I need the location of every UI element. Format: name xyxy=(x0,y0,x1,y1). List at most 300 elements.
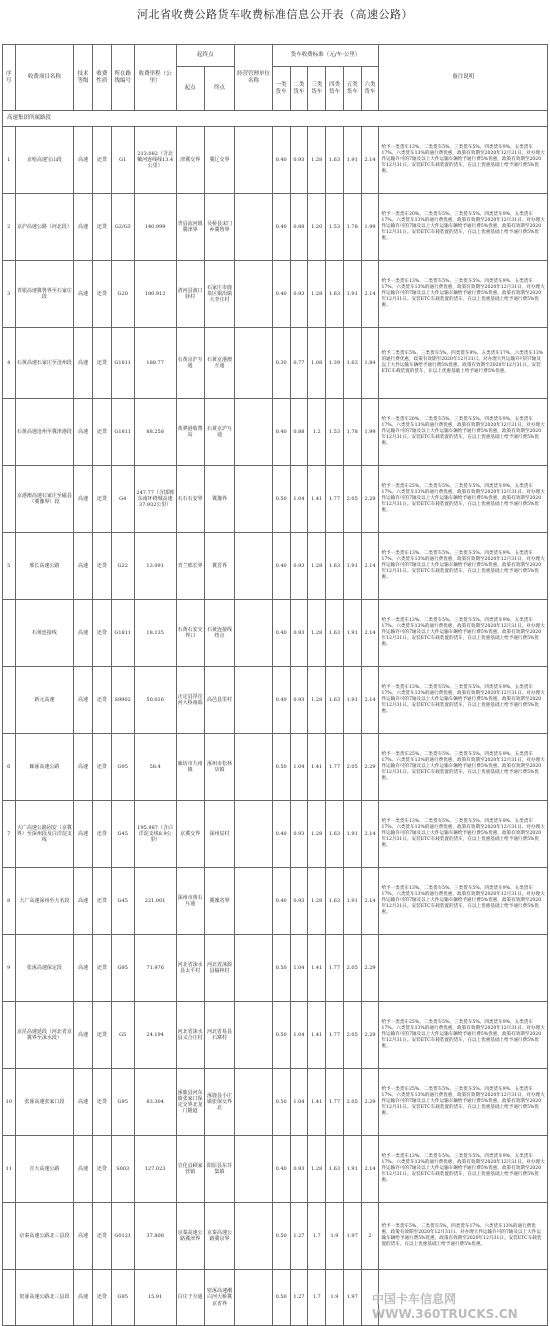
cell-c5: 1.91 xyxy=(343,1136,361,1203)
cell-end: 涿州市松林店镇 xyxy=(204,734,234,801)
cell-start: 涿鹿县河东镇张家口保定交界北龙门隧道 xyxy=(176,1069,204,1136)
cell-c4: 1.77 xyxy=(326,734,344,801)
cell-note: 给予一类货车13%、二类货车5%、三类货车5%、四类货车9%、五类货车17%、六类货车13%的通行费优惠，政策有效期至2020年12月31日。对办理大件运输许可的7轴及以上大件运输车辆给予通行费5%优惠，政策有效期至2020年12月31日。安装ETC车载装置的货车，在以上优惠基础上给予通行费5%优惠。 xyxy=(379,868,548,935)
cell-seq: 3 xyxy=(3,261,16,328)
cell-start: 宣化县顾家营镇 xyxy=(176,1136,204,1203)
table-row xyxy=(3,261,548,328)
cell-note: 给予一类货车13%、二类货车5%、三类货车5%、四类货车9%、五类货车17%、六类货车13%的通行费优惠，政策有效期至2020年12月31日。对办理大件运输许可的7轴及以上大件运输车辆给予通行费5%优惠，政策有效期至2020年12月31日。安装ETC车载装置的货车，在以上优惠基础上给予通行费5%优惠。 xyxy=(379,261,548,328)
cell-c6: 2.29 xyxy=(361,466,379,533)
cell-code: G1811 xyxy=(111,399,134,466)
header-class-4: 四类货车 xyxy=(326,67,344,111)
cell-code: G1811 xyxy=(111,600,134,667)
cell-nature: 还贷 xyxy=(92,127,111,194)
table-row xyxy=(3,399,548,466)
table-row xyxy=(3,1136,548,1203)
cell-c1: 0.40 xyxy=(272,533,290,600)
cell-code: G95 xyxy=(111,1270,134,1326)
section-label: 高速集团所属路段 xyxy=(3,111,548,127)
cell-note: 给予一类货车13%、二类货车5%、三类货车5%、四类货车9%、五类货车17%、六类货车13%的通行费优惠，政策有效期至2020年12月31日。对办理大件运输许可的7轴及以上大件运输车辆给予通行费5%优惠，政策有效期至2020年12月31日。安装ETC车载装置的货车，在以上优惠基础上给予通行费5%优惠。 xyxy=(379,600,548,667)
cell-c6: 2.14 xyxy=(361,127,379,194)
cell-c3: 1.28 xyxy=(308,127,326,194)
cell-nature: 还贷 xyxy=(92,1203,111,1270)
cell-grade: 高速 xyxy=(74,127,93,194)
cell-c1: 0.50 xyxy=(272,466,290,533)
cell-end: 冀辽交界 xyxy=(204,127,234,194)
cell-unit xyxy=(235,261,273,328)
cell-start: 津冀交界 xyxy=(176,127,204,194)
header-class-5: 五类货车 xyxy=(343,67,361,111)
cell-grade: 高速 xyxy=(74,1069,93,1136)
cell-name: 张涿高速张家口段 xyxy=(15,1069,74,1136)
table-row xyxy=(3,734,548,801)
header-name: 收费项目名称 xyxy=(15,45,74,111)
table-row xyxy=(3,194,548,261)
cell-c5: 2.05 xyxy=(343,466,361,533)
cell-c5: 1.78 xyxy=(343,194,361,261)
header-code: 所在路线编号 xyxy=(111,45,134,111)
watermark: 中国卡车信息网 WWW.360TRUCKS.CN xyxy=(372,1292,518,1321)
cell-c4: 1.63 xyxy=(326,127,344,194)
table-row xyxy=(3,1069,548,1136)
table-row xyxy=(3,935,548,1002)
cell-nature: 还贷 xyxy=(92,261,111,328)
cell-nature: 还贷 xyxy=(92,868,111,935)
cell-c6: 2.14 xyxy=(361,533,379,600)
cell-seq: 5 xyxy=(3,533,16,600)
cell-mileage: 15.91 xyxy=(134,1270,176,1326)
header-class-3: 三类货车 xyxy=(308,67,326,111)
cell-c5: 2.05 xyxy=(343,1002,361,1069)
cell-grade: 高速 xyxy=(74,1270,93,1326)
cell-start: 正定县浮沱河大桥南端 xyxy=(176,667,204,734)
cell-c2: 1.27 xyxy=(290,1270,308,1326)
cell-end: 石黄连接线终点 xyxy=(204,600,234,667)
cell-name: 青银高速冀鲁界至石家庄段 xyxy=(15,261,74,328)
cell-c2: 0.93 xyxy=(290,868,308,935)
cell-name: 宣大高速公路 xyxy=(15,1136,74,1203)
cell-start: 黄骅港收费站 xyxy=(176,399,204,466)
cell-seq: 2 xyxy=(3,194,16,261)
cell-mileage: 88.258 xyxy=(134,399,176,466)
cell-mileage: 195.987（含白洋淀支线8.9公里） xyxy=(134,801,176,868)
cell-c6: 2.29 xyxy=(361,1002,379,1069)
cell-mileage: 83.304 xyxy=(134,1069,176,1136)
cell-c1: 0.40 xyxy=(272,194,290,261)
header-endpoints: 起终点 xyxy=(176,45,235,67)
cell-grade: 高速 xyxy=(74,734,93,801)
cell-unit xyxy=(235,533,273,600)
cell-end: 石黄京沪互通 xyxy=(204,399,234,466)
table-row xyxy=(3,600,548,667)
cell-grade: 高速 xyxy=(74,801,93,868)
cell-unit xyxy=(235,466,273,533)
cell-end: 吴桥县宋门乡冀鲁界 xyxy=(204,194,234,261)
cell-mileage: 140.999 xyxy=(134,194,176,261)
cell-start: 清河县渡口驿村 xyxy=(176,261,204,328)
cell-c3: 1.28 xyxy=(308,261,326,328)
cell-nature: 还贷 xyxy=(92,801,111,868)
cell-c3: 1.08 xyxy=(308,328,326,399)
cell-seq: 7 xyxy=(3,801,16,868)
cell-seq: 11 xyxy=(3,1136,16,1203)
cell-note xyxy=(379,935,548,1002)
cell-code: G95 xyxy=(111,734,134,801)
cell-note: 给予一类货车13%、二类货车5%、三类货车5%、四类货车9%、五类货车17%、六类货车13%的通行费优惠，政策有效期至2020年12月31日。对办理大件运输许可的7轴及以上大件运输车辆给予通行费5%优惠，政策有效期至2020年12月31日。安装ETC车载装置的货车，在以上优惠基础上给予通行费5%优惠。 xyxy=(379,1136,548,1203)
cell-name: 张涿高速保定段 xyxy=(15,935,74,1002)
cell-start: 京冀交界 xyxy=(176,801,204,868)
cell-mileage: 50.016 xyxy=(134,667,176,734)
cell-mileage: 24.194 xyxy=(134,1002,176,1069)
header-remark: 备注说明 xyxy=(379,45,548,111)
cell-c2: 1.04 xyxy=(290,1002,308,1069)
cell-mileage: 58.4 xyxy=(134,734,176,801)
cell-note: 给予一类货车20%、二类货车5%、三类货车5%、四类货车9%、五类货车17%、六类货车13%的通行费优惠，政策有效期至2020年12月31日。对办理大件运输许可的7轴及以上大件运输车辆给予通行费5%优惠，政策有效期至2020年12月31日。安装ETC车载装置的货车，在以上优惠基础上给予通行费5%优惠。 xyxy=(379,399,548,466)
cell-end: 阳原县东井集镇 xyxy=(204,1136,234,1203)
cell-unit xyxy=(235,600,273,667)
table-row xyxy=(3,1203,548,1270)
cell-end: 京秦高速公路冀京界 xyxy=(204,1203,234,1270)
cell-note: 给予一类货车25%、二类货车5%、三类货车5%、四类货车9%、五类货车17%、六类货车13%的通行费优惠，政策有效期至2020年12月31日。对办理大件运输许可的7轴及以上大件运输车辆给予通行费5%优惠，政策有效期至2020年12月31日。安装ETC车载装置的货车，在以上优惠基础上给予通行费5%优惠。 xyxy=(379,734,548,801)
cell-name: 新元高速 xyxy=(15,667,74,734)
cell-c6: 2.14 xyxy=(361,868,379,935)
cell-c1: 0.50 xyxy=(272,1002,290,1069)
cell-nature: 还贷 xyxy=(92,328,111,399)
table-row xyxy=(3,533,548,600)
cell-code: G95 xyxy=(111,1069,134,1136)
cell-grade: 高速 xyxy=(74,261,93,328)
cell-grade: 高速 xyxy=(74,1203,93,1270)
cell-c5: 2.05 xyxy=(343,734,361,801)
cell-c5: 1.91 xyxy=(343,667,361,734)
cell-nature: 还贷 xyxy=(92,734,111,801)
cell-seq xyxy=(3,1002,16,1069)
cell-start: 京秦高速公路冀津界 xyxy=(176,1203,204,1270)
table-row xyxy=(3,466,548,533)
cell-c5: 1.97 xyxy=(343,1203,361,1270)
cell-seq xyxy=(3,466,16,533)
cell-nature: 还贷 xyxy=(92,600,111,667)
cell-note: 给予一类货车13%、二类货车5%、三类货车5%、四类货车9%、五类货车17%、六类货车13%的通行费优惠，政策有效期至2020年12月31日。对办理大件运输许可的7轴及以上大件运输车辆给予通行费5%优惠，政策有效期至2020年12月31日。安装ETC车载装置的货车，在以上优惠基础上给予通行费5%优惠。 xyxy=(379,127,548,194)
cell-c3: 1.20 xyxy=(308,194,326,261)
cell-c3: 1.7 xyxy=(308,1270,326,1326)
header-class-2: 二类货车 xyxy=(290,67,308,111)
cell-c6: 2.29 xyxy=(361,935,379,1002)
cell-grade: 高速 xyxy=(74,935,93,1002)
cell-unit xyxy=(235,399,273,466)
header-class-1: 一类货车 xyxy=(272,67,290,111)
cell-mileage: 221.001 xyxy=(134,868,176,935)
cell-grade: 高速 xyxy=(74,1136,93,1203)
cell-c3: 1.41 xyxy=(308,1069,326,1136)
cell-mileage: 247.77（含邯郸东南环绕城高速37.932公里） xyxy=(134,466,176,533)
cell-nature: 还贷 xyxy=(92,1069,111,1136)
cell-code: G45 xyxy=(111,868,134,935)
cell-c1: 0.50 xyxy=(272,1270,290,1326)
cell-code: G1 xyxy=(111,127,134,194)
cell-c2: 1.04 xyxy=(290,734,308,801)
cell-end: 冀晋界 xyxy=(204,533,234,600)
cell-c6: 2.29 xyxy=(361,734,379,801)
cell-c1: 0.40 xyxy=(272,261,290,328)
cell-c2: 1.04 xyxy=(290,1069,308,1136)
cell-name: 邢长高速公路 xyxy=(15,533,74,600)
cell-start: 青兰邢长界 xyxy=(176,533,204,600)
cell-c3: 1.28 xyxy=(308,667,326,734)
cell-c6: 2.29 xyxy=(361,1069,379,1136)
cell-c5: 1.91 xyxy=(343,533,361,600)
cell-c4: 1.63 xyxy=(326,801,344,868)
cell-c3: 1.41 xyxy=(308,1002,326,1069)
cell-seq xyxy=(3,600,16,667)
cell-name: 石黄连接线 xyxy=(15,600,74,667)
cell-name: 大广高速深州至大名段 xyxy=(15,868,74,935)
cell-seq: 9 xyxy=(3,935,16,1002)
cell-start: 深州市黄石互通 xyxy=(176,868,204,935)
cell-unit xyxy=(235,801,273,868)
table-row xyxy=(3,1002,548,1069)
cell-c5: 1.91 xyxy=(343,261,361,328)
cell-end: 高邑县里村 xyxy=(204,667,234,734)
cell-c4: 1.9 xyxy=(326,1203,344,1270)
cell-name: 京哈高速宝山段 xyxy=(15,127,74,194)
header-unit: 经营管理单位名称 xyxy=(235,45,273,111)
table-row xyxy=(3,801,548,868)
cell-c2: 0.93 xyxy=(290,801,308,868)
cell-c5: 1.78 xyxy=(343,399,361,466)
cell-c1: 0.50 xyxy=(272,1069,290,1136)
cell-c4: 1.63 xyxy=(326,261,344,328)
header-seq: 序号 xyxy=(3,45,16,111)
cell-code: S003 xyxy=(111,1136,134,1203)
cell-end: 河北省涞源县榆林村 xyxy=(204,935,234,1002)
cell-start: 河北省涞水县义合庄村 xyxy=(176,1002,204,1069)
cell-c6: 2.14 xyxy=(361,600,379,667)
cell-unit xyxy=(235,868,273,935)
cell-c1: 0.40 xyxy=(272,127,290,194)
cell-code: G45 xyxy=(111,801,134,868)
cell-code: G5 xyxy=(111,1002,134,1069)
cell-c2: 0.88 xyxy=(290,194,308,261)
cell-note: 给予一类货车13%、二类货车5%、三类货车5%、四类货车9%、五类货车17%、六类货车13%的通行费优惠，政策有效期至2020年12月31日。对办理大件运输许可的7轴及以上大件运输车辆给予通行费5%优惠，政策有效期至2020年12月31日。安装ETC车载装置的货车，在以上优惠基础上给予通行费5%优惠。 xyxy=(379,533,548,600)
cell-c1: 0.50 xyxy=(272,1203,290,1270)
cell-c3: 1.28 xyxy=(308,1136,326,1203)
cell-unit xyxy=(235,328,273,399)
cell-c4: 1.39 xyxy=(326,328,344,399)
cell-unit xyxy=(235,1203,273,1270)
cell-c1: 0.40 xyxy=(272,1136,290,1203)
cell-start: 石黄石安交界口 xyxy=(176,600,204,667)
table-row xyxy=(3,127,548,194)
cell-nature: 还贷 xyxy=(92,935,111,1002)
cell-c1: 0.40 xyxy=(272,868,290,935)
cell-c4: 1.63 xyxy=(326,667,344,734)
cell-unit xyxy=(235,1069,273,1136)
cell-code: S9902 xyxy=(111,667,134,734)
cell-start: 河北省涞水县太平村 xyxy=(176,935,204,1002)
cell-code: G4 xyxy=(111,466,134,533)
cell-c2: 0.93 xyxy=(290,1136,308,1203)
cell-end: 石家庄市鹿泉区铜冶镇大李庄村 xyxy=(204,261,234,328)
cell-c2: 0.93 xyxy=(290,533,308,600)
cell-note: 给予一类货车20%、二类货车5%、三类货车5%、四类货车9%、五类货车17%、六类货车13%的通行费优惠，政策有效期至2020年12月31日。对办理大件运输许可的7轴及以上大件运输车辆给予通行费5%优惠，政策有效期至2020年12月31日。安装ETC车载装置的货车，在以上优惠基础上给予通行费5%优惠。 xyxy=(379,194,548,261)
cell-c6: 1.84 xyxy=(361,328,379,399)
cell-note: 给予一类货车25%、二类货车5%、三类货车5%、四类货车9%、五类货车17%、六类货车13%的通行费优惠，政策有效期至2020年12月31日。对办理大件运输许可的7轴及以上大件运输车辆给予通行费5%优惠，政策有效期至2020年12月31日。安装ETC车载装置的货车，在以上优惠基础上给予通行费5%优惠。 xyxy=(379,1069,548,1136)
cell-grade: 高速 xyxy=(74,868,93,935)
cell-mileage: 13.091 xyxy=(134,533,176,600)
cell-grade: 高速 xyxy=(74,194,93,261)
cell-code: G0121 xyxy=(111,1203,134,1270)
cell-seq xyxy=(3,399,16,466)
cell-unit xyxy=(235,1002,273,1069)
cell-name: 京沪高速公路（河北段） xyxy=(15,194,74,261)
cell-grade: 高速 xyxy=(74,1002,93,1069)
cell-note: 给予一类货车5%、二类货车5%、四类货车17%、六类货车13%的通行费优惠，政策有效期至2020年12月31日。对办理大件运输许可的7轴及以上大件运输车辆给予通行费5%优惠，政策有效期至2020年12月31日。安装ETC车载装置的货车，在以上优惠基础上给予通行费5%优惠。 xyxy=(379,1203,548,1270)
cell-c2: 0.88 xyxy=(290,399,308,466)
cell-c5: 2.05 xyxy=(343,935,361,1002)
cell-c5: 2.05 xyxy=(343,1069,361,1136)
cell-nature: 还贷 xyxy=(92,1270,111,1326)
cell-name: 京秦高速公路北三县段 xyxy=(15,1203,74,1270)
cell-grade: 高速 xyxy=(74,533,93,600)
cell-seq xyxy=(3,667,16,734)
cell-seq: 1 xyxy=(3,127,16,194)
cell-c4: 1.63 xyxy=(326,600,344,667)
cell-nature: 还贷 xyxy=(92,667,111,734)
cell-c2: 0.93 xyxy=(290,600,308,667)
cell-grade: 高速 xyxy=(74,328,93,399)
cell-unit xyxy=(235,667,273,734)
cell-c4: 1.9 xyxy=(326,1270,344,1326)
header-standard: 货车收费标准（元/车·公里） xyxy=(272,45,379,67)
cell-c6: 2 xyxy=(361,1203,379,1270)
table-row xyxy=(3,868,548,935)
cell-mileage: 127.023 xyxy=(134,1136,176,1203)
cell-c1: 0.40 xyxy=(272,600,290,667)
cell-name: 廊涿高速公路 xyxy=(15,734,74,801)
cell-c4: 1.77 xyxy=(326,1069,344,1136)
header-nature: 收费性质 xyxy=(92,45,111,111)
cell-c5: 1.63 xyxy=(343,328,361,399)
cell-c3: 1.28 xyxy=(308,801,326,868)
cell-c3: 1.41 xyxy=(308,935,326,1002)
cell-note: 给予一类货车25%、二类货车5%、三类货车5%、四类货车9%、五类货车17%、六类货车13%的通行费优惠，政策有效期至2020年12月31日。对办理大件运输许可的7轴及以上大件运输车辆给予通行费5%优惠，政策有效期至2020年12月31日。安装ETC车载装置的货车，在以上优惠基础上给予通行费5%优惠。 xyxy=(379,466,548,533)
cell-start: 青县流河镇冀津界 xyxy=(176,194,204,261)
cell-c2: 0.77 xyxy=(290,328,308,399)
cell-mileage: 37.808 xyxy=(134,1203,176,1270)
cell-c4: 1.53 xyxy=(326,194,344,261)
cell-c3: 1.7 xyxy=(308,1203,326,1270)
cell-seq: 10 xyxy=(3,1069,16,1136)
cell-start: 石黄京沪互通 xyxy=(176,328,204,399)
cell-code: G2/G3 xyxy=(111,194,134,261)
cell-nature: 还贷 xyxy=(92,399,111,466)
cell-end: 石黄京港澳互通 xyxy=(204,328,234,399)
cell-end: 涿鹿县小庄镇张保交界北 xyxy=(204,1069,234,1136)
cell-note: 给予一类货车13%、二类货车5%、三类货车5%、四类货车9%、五类货车17%、六类货车13%的通行费优惠，政策有效期至2020年12月31日。对办理大件运输许可的7轴及以上大件运输车辆给予通行费5%优惠，政策有效期至2020年12月31日。安装ETC车载装置的货车，在以上优惠基础上给予通行费5%优惠。 xyxy=(379,801,548,868)
toll-table xyxy=(2,44,548,1326)
cell-note: 给予一类货车25%、二类货车5%、三类货车5%、四类货车9%、五类货车17%、六类货车13%的通行费优惠，政策有效期至2020年12月31日。对办理大件运输许可的7轴及以上大件运输车辆给予通行费5%优惠，政策有效期至2020年12月31日。安装ETC车载装置的货车，在以上优惠基础上给予通行费5%优惠。 xyxy=(379,1002,548,1069)
cell-c3: 1.28 xyxy=(308,600,326,667)
cell-grade: 高速 xyxy=(74,667,93,734)
cell-name: 大广高速公路固安（京冀界）至深州段及白洋淀支线 xyxy=(15,801,74,868)
cell-c2: 1.04 xyxy=(290,935,308,1002)
cell-seq: 6 xyxy=(3,734,16,801)
cell-mileage: 188.77 xyxy=(134,328,176,399)
cell-note: 给予二类货车5%、三类货车5%、四类货车9%、五类货车17%、六类货车13%的通行费优惠，政策有效期至2020年12月31日。对办理大件运输许可的7轴及以上大件运输车辆给予通行费5%优惠，政策有效期至2020年12月31日。安装ETC车载装置的货车，在以上优惠基础上给予通行费5%优惠。 xyxy=(379,328,548,399)
cell-c5: 1.91 xyxy=(343,600,361,667)
cell-c6: 2.14 xyxy=(361,667,379,734)
cell-code: G95 xyxy=(111,935,134,1002)
cell-c1: 0.50 xyxy=(272,734,290,801)
table-row xyxy=(3,667,548,734)
cell-note: 给予一类货车13%、二类货车5%、三类货车5%、四类货车9%、五类货车17%、六类货车13%的通行费优惠，政策有效期至2020年12月31日。对办理大件运输许可的7轴及以上大件运输车辆给予通行费5%优惠，政策有效期至2020年12月31日。安装ETC车载装置的货车，在以上优惠基础上给予通行费5%优惠。 xyxy=(379,667,548,734)
cell-nature: 还贷 xyxy=(92,1002,111,1069)
cell-unit xyxy=(235,127,273,194)
cell-unit xyxy=(235,935,273,1002)
cell-mileage: 18.135 xyxy=(134,600,176,667)
cell-c6: 2.14 xyxy=(361,801,379,868)
cell-c5: 1.97 xyxy=(343,1270,361,1326)
cell-c6: 2.14 xyxy=(361,1136,379,1203)
cell-c4: 1.77 xyxy=(326,935,344,1002)
cell-c1: 0.40 xyxy=(272,801,290,868)
cell-seq xyxy=(3,1203,16,1270)
cell-end: 密涿高速潮白河大桥冀京省界 xyxy=(204,1270,234,1326)
cell-c3: 1.28 xyxy=(308,868,326,935)
cell-seq: 8 xyxy=(3,868,16,935)
cell-nature: 还贷 xyxy=(92,1136,111,1203)
cell-c3: 1.41 xyxy=(308,734,326,801)
cell-name: 石黄高速沧州至冀津港段 xyxy=(15,399,74,466)
cell-c1: 0.40 xyxy=(272,399,290,466)
cell-name: 石黄高速石家庄至沧州段 xyxy=(15,328,74,399)
cell-c5: 1.91 xyxy=(343,868,361,935)
cell-end: 冀豫省界 xyxy=(204,868,234,935)
cell-c3: 1.41 xyxy=(308,466,326,533)
cell-start: 廊坊市九州镇 xyxy=(176,734,204,801)
cell-c2: 0.93 xyxy=(290,667,308,734)
cell-nature: 还贷 xyxy=(92,533,111,600)
cell-unit xyxy=(235,734,273,801)
cell-end: 深州辰村 xyxy=(204,801,234,868)
header-grade: 技术等级 xyxy=(74,45,93,111)
cell-code: G22 xyxy=(111,533,134,600)
cell-name: 京港澳高速石家庄至磁县（冀豫界）段 xyxy=(15,466,74,533)
cell-c4: 1.77 xyxy=(326,1002,344,1069)
cell-start: 白庄子互通 xyxy=(176,1270,204,1326)
cell-seq xyxy=(3,1270,16,1326)
cell-end: 冀豫界 xyxy=(204,466,234,533)
cell-start: 石石石安界 xyxy=(176,466,204,533)
cell-c1: 0.50 xyxy=(272,935,290,1002)
cell-name: 京昆高速延段（河北省京冀界至涞水段） xyxy=(15,1002,74,1069)
cell-c5: 1.91 xyxy=(343,801,361,868)
cell-mileage: 180.912 xyxy=(134,261,176,328)
header-class-6: 六类货车 xyxy=(361,67,379,111)
cell-c4: 1.63 xyxy=(326,868,344,935)
cell-end: 河北省易县石寨村 xyxy=(204,1002,234,1069)
cell-mileage: 213.082（含北戴河连线线13.4公里） xyxy=(134,127,176,194)
header-end: 终点 xyxy=(204,67,234,111)
cell-c4: 1.63 xyxy=(326,1136,344,1203)
cell-grade: 高速 xyxy=(74,466,93,533)
cell-c4: 1.77 xyxy=(326,466,344,533)
page-title: 河北省收费公路货车收费标准信息公开表（高速公路） xyxy=(137,8,413,21)
cell-c2: 0.93 xyxy=(290,261,308,328)
cell-c6: 1.99 xyxy=(361,399,379,466)
cell-c2: 1.27 xyxy=(290,1203,308,1270)
cell-unit xyxy=(235,1136,273,1203)
